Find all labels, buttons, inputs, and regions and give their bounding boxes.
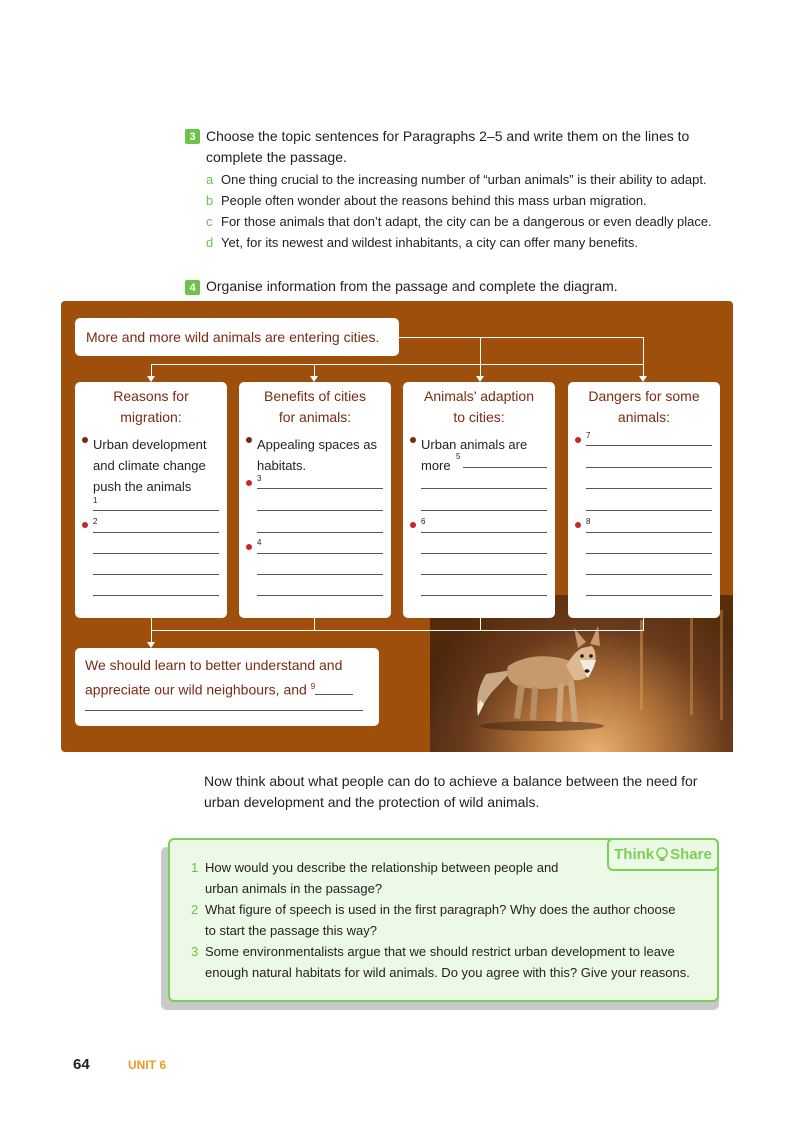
answer-line[interactable]: [586, 488, 712, 489]
ts-question-3: 3 Some environmentalists argue that we should restrict urban development to leave enough natural habitats for wild animals. Do you agree with this? Give your reasons.: [191, 944, 690, 980]
page-number: 64: [73, 1056, 90, 1073]
blank-number: 4: [257, 538, 262, 547]
answer-line[interactable]: [315, 694, 353, 695]
answer-line[interactable]: [586, 467, 712, 468]
question-3-badge: 3: [185, 129, 200, 144]
column-reasons: [75, 382, 227, 618]
column-title: Animals’ adaption to cities:: [424, 388, 534, 425]
answer-line[interactable]: [586, 532, 712, 533]
blank-number: 9: [310, 682, 316, 691]
question-4-badge: 4: [185, 280, 200, 295]
connector-line: [643, 618, 644, 630]
think-share-questions: [191, 857, 690, 983]
connector-line: [480, 337, 481, 364]
bullet-icon: [575, 522, 581, 528]
option-text: People often wonder about the reasons behind this mass urban migration.: [221, 193, 647, 208]
column-title: Benefits of cities for animals:: [264, 388, 366, 425]
answer-line[interactable]: [421, 510, 547, 511]
connector-line: [151, 364, 152, 376]
option-c: [206, 211, 712, 232]
answer-line[interactable]: [421, 595, 547, 596]
bullet-text: Appealing spaces as habitats.: [257, 437, 377, 473]
answer-line[interactable]: [93, 510, 219, 511]
answer-line[interactable]: [93, 532, 219, 533]
answer-line[interactable]: [463, 467, 547, 468]
fox-image: [470, 622, 615, 732]
option-letter: d: [206, 235, 214, 250]
now-think-paragraph: Now think about what people can do to achieve a balance between the need for urban development and the protection of wild animals.: [204, 773, 698, 810]
diagram-conclusion: [75, 648, 379, 726]
answer-line[interactable]: [586, 553, 712, 554]
connector-line: [314, 618, 315, 630]
bullet-text: Urban animals are more: [421, 437, 528, 473]
think-label: Think: [614, 846, 655, 863]
answer-line[interactable]: [586, 510, 712, 511]
bullet-icon: [410, 522, 416, 528]
answer-line[interactable]: [93, 553, 219, 554]
bullet-icon: [575, 437, 581, 443]
connector-line: [151, 630, 152, 642]
answer-line[interactable]: [257, 595, 383, 596]
q3-line1: Choose the topic sentences for Paragraphs 2–5 and write them on the lines to: [206, 128, 690, 144]
blank-number: 3: [257, 474, 262, 483]
blank-number: 6: [421, 517, 426, 526]
option-text: For those animals that don’t adapt, the city can be a dangerous or even deadly place.: [221, 214, 712, 229]
connector-line: [151, 618, 152, 630]
option-a: [206, 169, 712, 190]
connector-line: [480, 618, 481, 630]
bullet-icon: [410, 437, 416, 443]
bullet-icon: [82, 522, 88, 528]
answer-line[interactable]: [421, 532, 547, 533]
column-dangers: [568, 382, 720, 618]
connector-line: [480, 364, 481, 376]
option-letter: c: [206, 214, 213, 229]
connector-line: [399, 337, 644, 338]
street-light-stripe: [640, 620, 643, 710]
share-label: Share: [670, 846, 712, 863]
column-title: Reasons for migration:: [113, 388, 189, 425]
connector-line: [151, 364, 644, 365]
answer-line[interactable]: [586, 595, 712, 596]
answer-line[interactable]: [586, 445, 712, 446]
bullet-icon: [246, 544, 252, 550]
blank-number: 2: [93, 517, 98, 526]
answer-line[interactable]: [421, 574, 547, 575]
ts-question-1: 1 How would you describe the relationship between people and urban animals in the passage?: [191, 860, 559, 896]
blank-number: 7: [586, 431, 591, 440]
option-text: One thing crucial to the increasing number of “urban animals” is their ability to adapt.: [221, 172, 707, 187]
answer-line[interactable]: [421, 553, 547, 554]
bullet-icon: [246, 480, 252, 486]
q3-line2: complete the passage.: [206, 149, 347, 165]
answer-line[interactable]: [257, 510, 383, 511]
street-light-stripe: [690, 615, 693, 715]
unit-label: UNIT 6: [128, 1058, 167, 1072]
answer-line[interactable]: [421, 488, 547, 489]
question-4-instruction: Organise information from the passage and complete the diagram.: [206, 278, 618, 294]
answer-line[interactable]: [586, 574, 712, 575]
answer-line[interactable]: [257, 553, 383, 554]
option-letter: a: [206, 172, 214, 187]
option-text: Yet, for its newest and wildest inhabitants, a city can offer many benefits.: [221, 235, 638, 250]
q3-options-list: [206, 169, 712, 253]
option-d: [206, 232, 712, 253]
conclusion-line2: appreciate our wild neighbours, and $^9$: [85, 676, 369, 701]
answer-line[interactable]: [257, 488, 383, 489]
question-3-instruction: [206, 126, 689, 168]
answer-line[interactable]: [257, 532, 383, 533]
column-benefits: [239, 382, 391, 618]
column-adaption: [403, 382, 555, 618]
bullet-icon: [246, 437, 252, 443]
answer-line[interactable]: [93, 595, 219, 596]
answer-line[interactable]: [85, 710, 363, 711]
column-title: Dangers for some animals:: [588, 388, 700, 425]
connector-line: [643, 337, 644, 364]
answer-line[interactable]: [93, 574, 219, 575]
ts-question-2: 2 What figure of speech is used in the first paragraph? Why does the author choose to start the passage this way?: [191, 902, 676, 938]
diagram-top-statement: More and more wild animals are entering cities.: [75, 318, 399, 356]
connector-line: [314, 364, 315, 376]
answer-line[interactable]: [257, 574, 383, 575]
street-light-stripe: [720, 610, 723, 720]
option-letter: b: [206, 193, 214, 208]
blank-number: 5: [456, 452, 461, 461]
bullet-text: Urban development and climate change push the animals: [93, 437, 207, 494]
blank-number: 1: [93, 496, 98, 505]
conclusion-line1: We should learn to better understand and: [85, 657, 343, 673]
blank-number: 8: [586, 517, 591, 526]
connector-line: [643, 364, 644, 376]
bullet-icon: [82, 437, 88, 443]
connector-line: [151, 630, 644, 631]
option-b: [206, 190, 712, 211]
